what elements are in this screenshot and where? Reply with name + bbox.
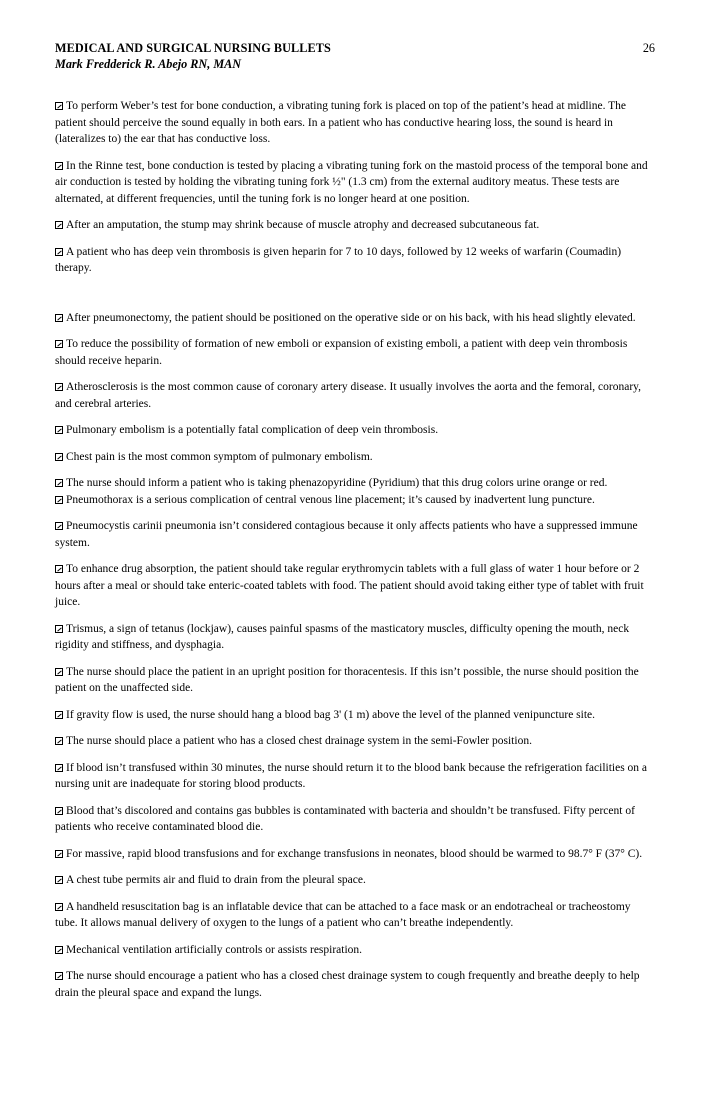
bullet-text: The nurse should place the patient in an upright position for thoracentesis. If this isn’t possible, the nurse should position the patient on the unaffected side. (55, 665, 639, 694)
bullet-text: To perform Weber’s test for bone conduction, a vibrating tuning fork is placed on top of the patient’s head at midline. The patient should perceive the sound equally in both ears. In a patient who has conductive hearing loss, the sound is heard in (lateralizes to) the ear that has conductive loss. (55, 100, 627, 145)
bullet-icon (55, 850, 63, 858)
bullet-text: A patient who has deep vein thrombosis is given heparin for 7 to 10 days, followed by 12 weeks of warfarin (Coumadin) therapy. (55, 245, 622, 274)
bullet-item (55, 449, 655, 466)
bullet-item (55, 664, 655, 697)
page-number: 26 (642, 41, 655, 55)
bullet-text: To enhance drug absorption, the patient should take regular erythromycin tablets with a full glass of water 1 hour before or 2 hours after a meal or should take enteric-coated tablets with food. The patient should avoid taking either type of tablet with fruit juice. (55, 563, 644, 608)
bullet-icon (55, 479, 63, 487)
bullet-text: If gravity flow is used, the nurse should hang a blood bag 3' (1 m) above the level of the planned venipuncture site. (66, 708, 596, 721)
bullet-text: After an amputation, the stump may shrink because of muscle atrophy and decreased subcutaneous fat. (66, 219, 540, 231)
bullet-item (55, 803, 655, 836)
bullet-icon (55, 453, 63, 461)
bullet-item (55, 561, 655, 611)
bullet-item (55, 733, 655, 750)
bullet-icon (55, 102, 63, 110)
bullet-text: To reduce the possibility of formation of new emboli or expansion of existing emboli, a patient with deep vein thrombosis should receive heparin. (55, 338, 628, 367)
bullet-item (55, 422, 655, 439)
bullet-text: Trismus, a sign of tetanus (lockjaw), causes painful spasms of the masticatory muscles, difficulty opening the mouth, neck rigidity and stiffness, and dysphagia. (55, 622, 630, 651)
bullet-text: The nurse should encourage a patient who has a closed chest drainage system to cough frequently and breathe deeply to help drain the pleural space and expand the lungs. (55, 970, 640, 999)
bullet-item (55, 518, 655, 551)
bullet-icon (55, 876, 63, 884)
bullet-icon (55, 496, 63, 504)
bullet-item (55, 942, 655, 959)
bullet-item (55, 379, 655, 412)
bullet-text: The nurse should inform a patient who is taking phenazopyridine (Pyridium) that this drug colors urine orange or red. (66, 477, 608, 489)
bullet-text: Atherosclerosis is the most common cause of coronary artery disease. It usually involves the aorta and the femoral, coronary, and cerebral arteries. (55, 381, 642, 410)
bullet-icon (55, 946, 63, 954)
bullet-text: In the Rinne test, bone conduction is tested by placing a vibrating tuning fork on the mastoid process of the temporal bone and air conduction is tested by holding the vibrating tuning fork ½" (1.3 cm) from the external auditory meatus. These tests are alternated, at different frequencies, until the tuning fork is no longer heard at one position. (55, 159, 648, 205)
bullet-item (55, 968, 655, 1001)
bullet-icon (55, 314, 63, 322)
bullet-item (55, 899, 655, 932)
bullet-icon (55, 248, 63, 256)
bullet-icon (55, 711, 63, 719)
bullet-text: The nurse should place a patient who has a closed chest drainage system in the semi-Fowler position. (66, 735, 532, 747)
bullet-icon (55, 764, 63, 772)
bullet-text: A chest tube permits air and fluid to drain from the pleural space. (66, 874, 366, 886)
bullet-item (55, 98, 655, 148)
bullet-item (55, 217, 655, 234)
bullet-list (55, 98, 655, 1001)
bullet-item (55, 621, 655, 654)
bullet-text: Chest pain is the most common symptom of pulmonary embolism. (66, 450, 373, 463)
bullet-text: After pneumonectomy, the patient should be positioned on the operative side or on his back, with his head slightly elevated. (66, 311, 636, 324)
bullet-icon (55, 972, 63, 980)
bullet-icon (55, 565, 63, 573)
bullet-item (55, 244, 655, 277)
bullet-icon (55, 383, 63, 391)
bullet-text: Blood that’s discolored and contains gas bubbles is contaminated with bacteria and shouldn’t be transfused. Fifty percent of patients who receive contaminated blood die. (55, 804, 635, 833)
bullet-text: Pneumocystis carinii pneumonia isn’t considered contagious because it only affects patients who have a suppressed immune system. (55, 520, 638, 549)
bullet-item (55, 492, 655, 509)
bullet-text: For massive, rapid blood transfusions and for exchange transfusions in neonates, blood should be warmed to 98.7° F (37° C). (66, 847, 643, 860)
bullet-icon (55, 807, 63, 815)
bullet-text: If blood isn’t transfused within 30 minutes, the nurse should return it to the blood bank because the refrigeration facilities on a nursing unit are inadequate for storing blood products. (55, 761, 648, 790)
bullet-icon (55, 340, 63, 348)
bullet-icon (55, 668, 63, 676)
bullet-text: Pulmonary embolism is a potentially fatal complication of deep vein thrombosis. (66, 424, 439, 436)
bullet-text: Pneumothorax is a serious complication of central venous line placement; it’s caused by inadvertent lung puncture. (66, 493, 595, 506)
bullet-item (55, 872, 655, 889)
bullet-item (55, 310, 655, 327)
bullet-item (55, 336, 655, 369)
bullet-icon (55, 903, 63, 911)
bullet-item (55, 475, 655, 492)
bullet-icon (55, 426, 63, 434)
bullet-icon (55, 522, 63, 530)
bullet-icon (55, 221, 63, 229)
bullet-icon (55, 162, 63, 170)
bullet-item (55, 158, 655, 208)
bullet-item (55, 846, 655, 863)
bullet-text: A handheld resuscitation bag is an inflatable device that can be attached to a face mask or an endotracheal or tracheostomy tube. It allows manual delivery of oxygen to the lungs of a patient who can’t breathe independently. (55, 900, 631, 929)
bullet-icon (55, 737, 63, 745)
document-author: Mark Fredderick R. Abejo RN, MAN (55, 57, 242, 71)
document-title: MEDICAL AND SURGICAL NURSING BULLETS (55, 41, 331, 55)
bullet-item (55, 760, 655, 793)
bullet-icon (55, 625, 63, 633)
bullet-item (55, 707, 655, 724)
bullet-text: Mechanical ventilation artificially controls or assists respiration. (66, 943, 363, 956)
